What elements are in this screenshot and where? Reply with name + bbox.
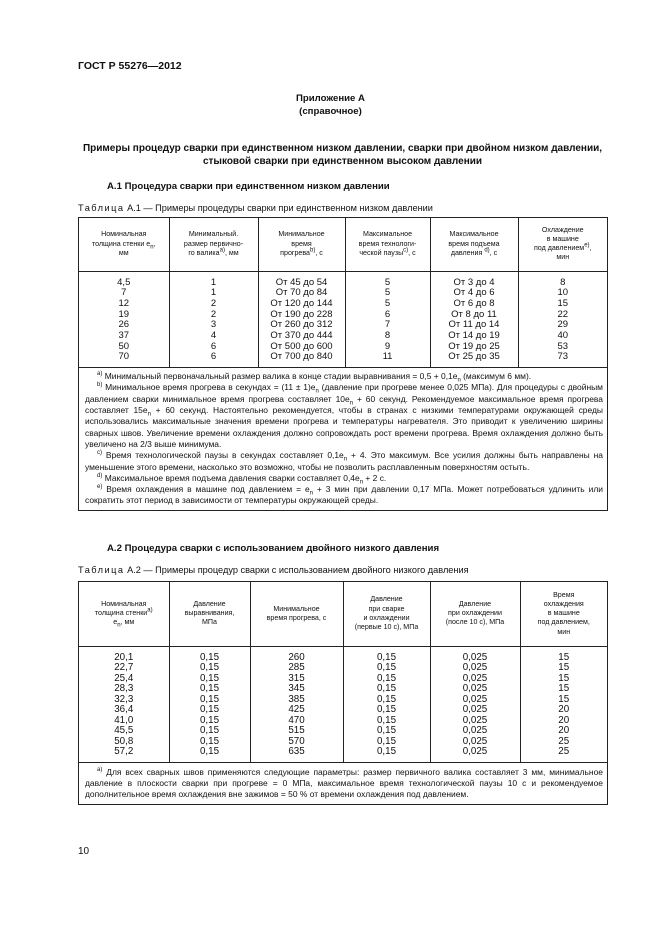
table-cell: 7: [79, 288, 169, 299]
table2-notes: [79, 762, 607, 805]
table-row: [79, 320, 607, 331]
table-cell: 8: [345, 331, 430, 342]
table-cell: 0,15: [169, 737, 250, 748]
table-cell: От 11 до 14: [430, 320, 518, 331]
table-cell: 28,3: [79, 684, 169, 695]
table-cell: От 8 до 11: [430, 310, 518, 321]
table2-caption: [78, 565, 469, 575]
table-cell: 0,15: [169, 663, 250, 674]
table-cell: 0,025: [430, 737, 520, 748]
table-cell: 0,15: [169, 747, 250, 762]
table2-col-thickness: Номинальная толщина стенки$^{a)}$ $e_n$, мм: [79, 582, 169, 646]
table-cell: 9: [345, 342, 430, 353]
table1: [78, 217, 608, 511]
table-cell: 0,15: [343, 674, 430, 685]
table-cell: 260: [250, 646, 343, 663]
table-cell: 570: [250, 737, 343, 748]
table-cell: 0,15: [343, 726, 430, 737]
table1-col-heating: Минимальное время прогрева$^{b)}$, с: [258, 218, 345, 271]
table1-note-b: $^{b)}$ Минимальное время прогрева в секундах = $(11 \pm 1)e_n$ (давление при прогреве менее 0,025 МПа). Для процедуры с двойным давлением сварки минимальное время прогрева составляет $10e_n + 60$ секунд. Рекомендуемое максимальное время прогрева составляет $15e_n + 60$ секунд. Настоятельно рекомендуется, чтобы в странах с низкими температурами окружающей среды использовались максимальные значения времени прогрева и температуры нагревателя. Это приводит к увеличению ширины сварных швов. Увеличение времени охлаждения должно сопровождать рост времени прогрева. Время охлаждения должно быть увеличено на 2/3 выше минимума.: [85, 382, 603, 449]
table1-grid: [79, 218, 607, 367]
table-cell: 15: [558, 672, 570, 684]
table-cell: 8: [560, 276, 566, 288]
table-cell: 0,15: [169, 674, 250, 685]
table-cell: 2: [169, 299, 258, 310]
table-cell: 25: [558, 746, 570, 757]
table-cell: 70: [79, 352, 169, 367]
table1-col-bead: Минимальный. размер первично- го валика$^{a)}$, мм: [169, 218, 258, 271]
table-cell: 10: [557, 287, 569, 299]
table-row: [79, 716, 607, 727]
table-cell: 50,8: [79, 737, 169, 748]
table1-note-c: $^{c)}$ Время технологической паузы в секундах составляет $0,1e_n + 4$. Это максимум. Все усилия должны быть направлены на уменьшение этого времени, насколько это возможно, чтобы не позволить расплавленным поверхностям остыть.: [85, 450, 603, 472]
table-cell: 20: [558, 704, 570, 715]
table1-col-pressure-rise: Максимальное время подъема давления $^{d)}$, с: [430, 218, 518, 271]
table-row: [79, 352, 607, 367]
table-cell: 20,1: [79, 646, 169, 663]
table-cell: 0,025: [430, 674, 520, 685]
table-row: [79, 271, 607, 288]
table2-col-heating: Минимальное время прогрева, с: [250, 582, 343, 646]
table-cell: 12: [79, 299, 169, 310]
table-row: [79, 737, 607, 748]
table-row: [79, 726, 607, 737]
table-cell: От 120 до 144: [258, 299, 345, 310]
table-cell: 0,15: [169, 716, 250, 727]
table-row: [79, 646, 607, 663]
table-cell: 635: [250, 747, 343, 762]
table-cell: От 370 до 444: [258, 331, 345, 342]
table-cell: 315: [250, 674, 343, 685]
table-cell: 4,5: [79, 271, 169, 288]
table-cell: 470: [250, 716, 343, 727]
table-cell: 45,5: [79, 726, 169, 737]
table-cell: 0,15: [169, 684, 250, 695]
table-cell: От 500 до 600: [258, 342, 345, 353]
table1-col-cooling: Охлаждение в машине под давлением$^{e)}$, мин: [518, 218, 607, 271]
table-cell: 0,15: [343, 695, 430, 706]
table2-grid: [79, 582, 607, 762]
table-cell: 6: [169, 342, 258, 353]
table-cell: 0,15: [343, 684, 430, 695]
page-number: 10: [78, 846, 90, 857]
table-row: [79, 342, 607, 353]
table2-col-cooling-time: Время охлаждения в машине под давлением, мин: [520, 582, 607, 646]
table2-col-welding-pressure: Давление при сварке и охлаждении (первые 10 с), МПа: [343, 582, 430, 646]
table-cell: 11: [345, 352, 430, 367]
table-cell: 40: [557, 330, 569, 342]
table1-note-e: $^{e)}$ Время охлаждения в машине под давлением = $e_n + 3$ мин при давлении 0,17 МПа. Может потребоваться удлинить или сократить этот период в зависимости от температуры окружающей среды.: [85, 484, 603, 506]
table-cell: 0,15: [343, 716, 430, 727]
table-cell: От 700 до 840: [258, 352, 345, 367]
table-cell: 20: [558, 714, 570, 726]
table1-col-thickness: Номинальная толщина стенки $e_n$, мм: [79, 218, 169, 271]
table-row: [79, 663, 607, 674]
table-cell: 0,025: [430, 716, 520, 727]
table-cell: 15: [558, 693, 570, 705]
table-row: [79, 674, 607, 685]
table-cell: 15: [558, 651, 570, 663]
table-cell: 0,15: [169, 695, 250, 706]
table-cell: 0,025: [430, 684, 520, 695]
table2-col-cooling-pressure: Давление при охлаждении (после 10 с), МПа: [430, 582, 520, 646]
table-cell: 0,15: [343, 747, 430, 762]
section1-heading: А.1 Процедура сварки при единственном низком давлении: [107, 181, 390, 192]
table-cell: От 4 до 6: [430, 288, 518, 299]
table-cell: 0,15: [343, 663, 430, 674]
table1-note-a: $^{a)}$ Минимальный первоначальный размер валика в конце стадии выравнивания = $0,5 + 0,1e_n$ (максимум 6 мм).: [97, 371, 532, 384]
table-cell: 22,7: [79, 663, 169, 674]
table-cell: 36,4: [79, 705, 169, 716]
table-cell: 0,025: [430, 726, 520, 737]
table-cell: 37: [79, 331, 169, 342]
table-cell: 15: [557, 297, 569, 309]
table-cell: 20: [558, 725, 570, 736]
table1-col-pause: Максимальное время технологи- ческой паузы$^{c)}$, с: [345, 218, 430, 271]
table-cell: 385: [250, 695, 343, 706]
table-cell: 19: [79, 310, 169, 321]
table-cell: 0,15: [169, 646, 250, 663]
table-cell: От 45 до 54: [258, 271, 345, 288]
table-cell: 3: [169, 320, 258, 331]
table-cell: От 25 до 35: [430, 352, 518, 367]
table-cell: 7: [345, 320, 430, 331]
table-cell: 22: [557, 308, 569, 320]
table-cell: 0,15: [343, 737, 430, 748]
table-cell: 0,15: [343, 705, 430, 716]
table2-note-a: $^{a)}$ Для всех сварных швов применяются следующие параметры: размер первичного валика составляет 3 мм, минимальное давление в плоскости сварки при прогреве = 0 МПа, максимальное время технологической паузы 10 с и рекомендуемое дополнительное время охлаждения вне зажимов = 50 % от времени охлаждения под давлением.: [85, 766, 603, 800]
table-cell: 32,3: [79, 695, 169, 706]
table2: [78, 581, 608, 805]
table1-caption-prefix: Таблица: [78, 203, 125, 213]
main-title: Примеры процедур сварки при единственном низком давлении, сварки при двойном низком давлении, стыковой сварки при единственном высоком давлении: [82, 143, 603, 167]
table-row: [79, 331, 607, 342]
table-cell: 2: [169, 310, 258, 321]
table-cell: 0,025: [430, 646, 520, 663]
table-cell: 345: [250, 684, 343, 695]
standard-header: ГОСТ Р 55276—2012: [78, 60, 182, 72]
table1-notes: [79, 367, 607, 510]
table-cell: 5: [345, 271, 430, 288]
table-cell: 53: [557, 340, 569, 352]
table-cell: 15: [558, 662, 570, 673]
table2-col-alignment: Давление выравнивания, МПа: [169, 582, 250, 646]
table-row: [79, 747, 607, 762]
table1-caption-text: А.1 — Примеры процедуры сварки при единственном низком давлении: [124, 203, 433, 213]
table1-caption: [78, 203, 433, 213]
appendix-subtitle: (справочное): [299, 106, 362, 117]
table-cell: 5: [345, 299, 430, 310]
table-row: [79, 684, 607, 695]
table-cell: 50: [79, 342, 169, 353]
table-cell: 0,025: [430, 705, 520, 716]
table-row: [79, 299, 607, 310]
table2-caption-text: А.2 — Примеры процедур сварки с использованием двойного низкого давления: [124, 565, 469, 575]
table-cell: От 14 до 19: [430, 331, 518, 342]
table-cell: 0,025: [430, 747, 520, 762]
table-cell: 15: [558, 683, 570, 694]
table-cell: 6: [345, 310, 430, 321]
section2-heading: А.2 Процедура сварки с использованием двойного низкого давления: [107, 543, 440, 554]
table-cell: От 19 до 25: [430, 342, 518, 353]
table-cell: 515: [250, 726, 343, 737]
table-cell: 73: [557, 351, 569, 363]
table2-caption-prefix: Таблица: [78, 565, 125, 575]
table-cell: 4: [169, 331, 258, 342]
table-row: [79, 695, 607, 706]
table-cell: От 6 до 8: [430, 299, 518, 310]
table-cell: 1: [169, 271, 258, 288]
appendix-title: Приложение А: [296, 93, 365, 104]
table-cell: 57,2: [79, 747, 169, 762]
table-cell: 0,15: [169, 705, 250, 716]
table-cell: 0,15: [343, 646, 430, 663]
table-cell: 25: [558, 735, 570, 747]
table-cell: 6: [169, 352, 258, 367]
table-cell: От 3 до 4: [430, 271, 518, 288]
table-cell: 1: [169, 288, 258, 299]
table-cell: 425: [250, 705, 343, 716]
table-cell: От 260 до 312: [258, 320, 345, 331]
table-cell: 285: [250, 663, 343, 674]
table-cell: 0,15: [169, 726, 250, 737]
table-row: [79, 310, 607, 321]
table-cell: 25,4: [79, 674, 169, 685]
table-cell: От 190 до 228: [258, 310, 345, 321]
table-row: [79, 288, 607, 299]
table-cell: От 70 до 84: [258, 288, 345, 299]
table-cell: 29: [557, 319, 569, 331]
table-cell: 26: [79, 320, 169, 331]
table-cell: 41,0: [79, 716, 169, 727]
table-cell: 5: [345, 288, 430, 299]
table-cell: 0,025: [430, 663, 520, 674]
table-cell: 0,025: [430, 695, 520, 706]
table1-note-d: $^{d)}$ Максимальное время подъема давления сварки составляет $0,4e_n + 2$ с.: [97, 472, 387, 486]
table-row: [79, 705, 607, 716]
